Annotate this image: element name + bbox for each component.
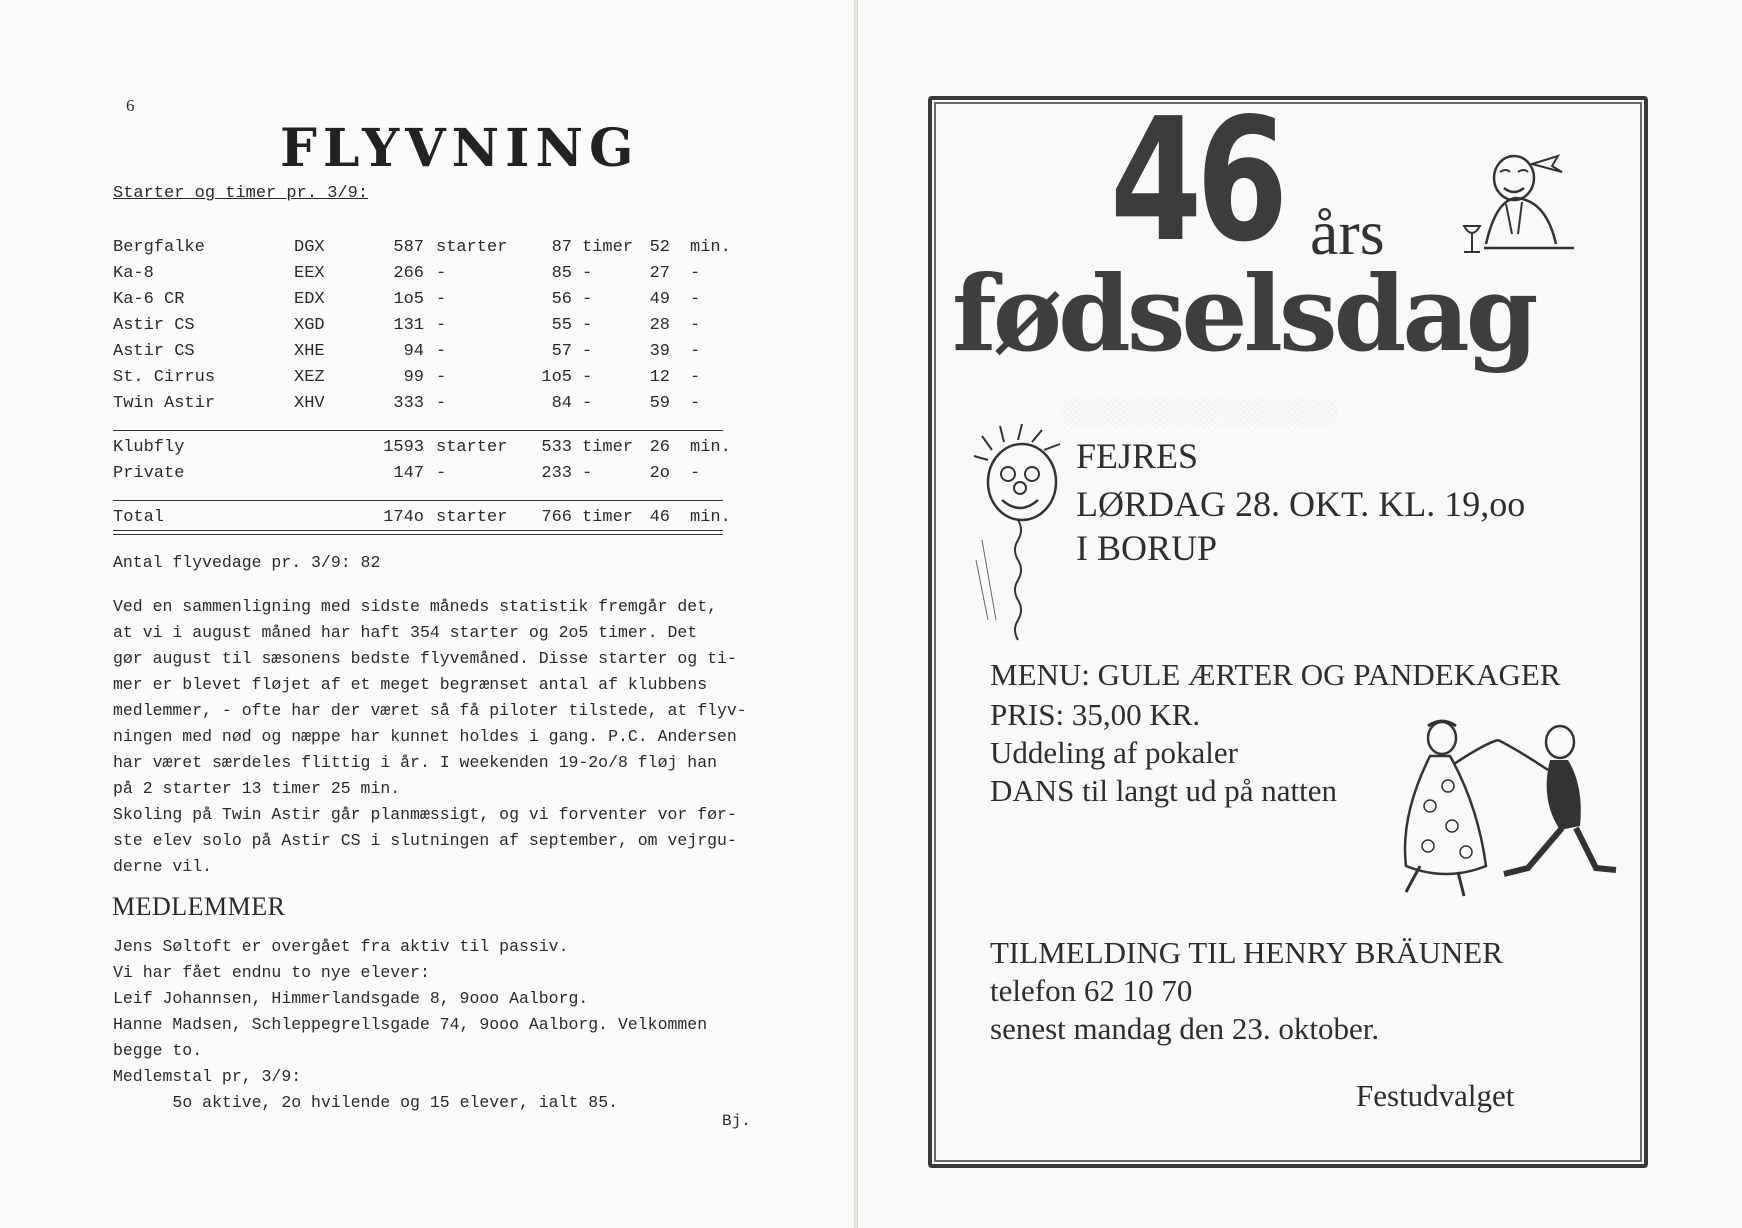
hours-value: 55 <box>551 316 572 335</box>
minutes-label: min. <box>690 438 731 457</box>
hours-label: timer <box>582 238 634 257</box>
starts-value: 174o <box>383 508 424 527</box>
table-divider <box>113 430 723 431</box>
total-name: Total <box>113 508 165 527</box>
aircraft-reg: XGD <box>294 316 325 335</box>
dancing-couple-illustration <box>1380 716 1620 902</box>
event-line: FEJRES <box>1076 436 1199 476</box>
starts-label: - <box>436 290 447 309</box>
total-underline <box>113 534 723 535</box>
minutes-value: 39 <box>649 342 670 361</box>
table-row <box>0 394 701 416</box>
minutes-label: - <box>690 316 701 335</box>
hours-label: - <box>582 342 593 361</box>
starts-label: - <box>436 394 447 413</box>
minutes-value: 27 <box>649 264 670 283</box>
signup-line: TILMELDING TIL HENRY BRÄUNER <box>990 935 1503 970</box>
flying-days: Antal flyvedage pr. 3/9: 82 <box>113 553 381 572</box>
aircraft-reg: XHE <box>294 342 325 361</box>
starts-label: - <box>436 342 447 361</box>
menu-line: Uddeling af pokaler <box>990 735 1238 770</box>
table-row <box>0 368 701 390</box>
hours-value: 85 <box>551 264 572 283</box>
starts-value: 587 <box>393 238 424 257</box>
minutes-label: - <box>690 464 701 483</box>
hours-value: 533 <box>541 438 572 457</box>
aircraft-name: St. Cirrus <box>113 368 216 387</box>
hours-value: 56 <box>551 290 572 309</box>
stats-subtitle: Starter og timer pr. 3/9: <box>113 184 369 203</box>
event-line: I BORUP <box>1076 528 1218 568</box>
total-row <box>0 508 731 530</box>
table-row <box>0 342 701 364</box>
clown-illustration <box>972 420 1082 660</box>
starts-label: - <box>436 264 447 283</box>
total-underline <box>113 530 723 531</box>
subtotal-row <box>0 438 731 460</box>
hours-label: timer <box>582 438 634 457</box>
starts-value: 94 <box>403 342 424 361</box>
minutes-value: 46 <box>649 508 670 527</box>
hours-value: 233 <box>541 464 572 483</box>
starts-value: 147 <box>393 464 424 483</box>
minutes-value: 59 <box>649 394 670 413</box>
hours-label: timer <box>582 508 634 527</box>
minutes-label: min. <box>690 238 731 257</box>
table-row <box>0 264 701 286</box>
aircraft-reg: XHV <box>294 394 325 413</box>
aircraft-reg: EEX <box>294 264 325 283</box>
signup-line: senest mandag den 23. oktober. <box>990 1011 1380 1046</box>
hours-label: - <box>582 316 593 335</box>
minutes-label: - <box>690 342 701 361</box>
hours-label: - <box>582 290 593 309</box>
starts-value: 1593 <box>383 438 424 457</box>
subtotal-row <box>0 464 701 486</box>
aircraft-name: Astir CS <box>113 342 195 361</box>
hours-value: 57 <box>551 342 572 361</box>
minutes-label: min. <box>690 508 731 527</box>
minutes-value: 28 <box>649 316 670 335</box>
table-row <box>0 238 731 260</box>
headline: fødselsdag <box>952 252 1535 375</box>
menu-line: MENU: GULE ÆRTER OG PANDEKAGER <box>990 657 1561 692</box>
page-number: 6 <box>126 96 135 115</box>
menu-line: DANS til langt ud på natten <box>990 773 1337 808</box>
stats-paragraph: Ved en sammenligning med sidste måneds statistik fremgår det, at vi i august måned har haft 354 starter og 2o5 timer. Det gør august til sæsonens bedste flyvemåned. Disse starter og ti- mer er blevet fløjet af et meget begrænset antal af klubbens medlemmer, - ofte har der været så få piloter tilstede, at flyv- ningen med nød og næppe har kunnet holdes i gang. P.C. Andersen har været særdeles flittig i år. I weekenden 19-2o/8 fløj han på 2 starter 13 timer 25 min. Skoling på Twin Astir går planmæssigt, og vi forventer vor før- ste elev solo på Astir CS i slutningen af september, om vejrgu- derne vil. <box>113 597 747 876</box>
anniversary-years: års <box>1310 197 1385 268</box>
hours-value: 84 <box>551 394 572 413</box>
signoff: Festudvalget <box>1356 1078 1515 1113</box>
minutes-value: 2o <box>649 464 670 483</box>
page-title: FLYVNING <box>280 118 640 179</box>
aircraft-name: Bergfalke <box>113 238 205 257</box>
signature: Bj. <box>722 1112 751 1130</box>
hours-value: 87 <box>551 238 572 257</box>
subtotal-name: Private <box>113 464 185 483</box>
aircraft-name: Ka-8 <box>113 264 154 283</box>
minutes-label: - <box>690 290 701 309</box>
aircraft-name: Astir CS <box>113 316 195 335</box>
starts-label: starter <box>436 438 508 457</box>
starts-label: starter <box>436 508 508 527</box>
minutes-label: - <box>690 368 701 387</box>
left-page <box>0 0 856 1228</box>
starts-label: - <box>436 464 447 483</box>
minutes-label: - <box>690 264 701 283</box>
hours-value: 1o5 <box>541 368 572 387</box>
aircraft-name: Ka-6 CR <box>113 290 185 309</box>
starts-value: 266 <box>393 264 424 283</box>
minutes-label: - <box>690 394 701 413</box>
minutes-value: 49 <box>649 290 670 309</box>
aircraft-reg: EDX <box>294 290 325 309</box>
starts-label: - <box>436 316 447 335</box>
aircraft-reg: DGX <box>294 238 325 257</box>
table-row <box>0 316 701 338</box>
minutes-value: 52 <box>649 238 670 257</box>
minutes-value: 26 <box>649 438 670 457</box>
table-row <box>0 290 701 312</box>
menu-line: PRIS: 35,00 KR. <box>990 697 1201 732</box>
hours-value: 766 <box>541 508 572 527</box>
hours-label: - <box>582 394 593 413</box>
signup-line: telefon 62 10 70 <box>990 973 1193 1008</box>
table-divider <box>113 500 723 501</box>
starts-label: starter <box>436 238 508 257</box>
starts-value: 99 <box>403 368 424 387</box>
subtotal-name: Klubfly <box>113 438 185 457</box>
event-line: LØRDAG 28. OKT. KL. 19,oo <box>1076 484 1526 524</box>
minutes-value: 12 <box>649 368 670 387</box>
hours-label: - <box>582 368 593 387</box>
starts-value: 131 <box>393 316 424 335</box>
starts-value: 333 <box>393 394 424 413</box>
members-text: Jens Søltoft er overgået fra aktiv til passiv. Vi har fået endnu to nye elever: Leif Johannsen, Himmerlandsgade 8, 9ooo Aalborg. Hanne Madsen, Schleppegrellsgade 74, 9ooo Aalborg. Velkommen begge to. Medlemstal pr, 3/9: 5o aktive, 2o hvilende og 15 elever, ialt 85. <box>113 937 708 1112</box>
anniversary-number: 46 <box>1110 82 1283 280</box>
hours-label: - <box>582 464 593 483</box>
hours-label: - <box>582 264 593 283</box>
starts-value: 1o5 <box>393 290 424 309</box>
members-heading: MEDLEMMER <box>112 892 286 921</box>
starts-label: - <box>436 368 447 387</box>
aircraft-reg: XEZ <box>294 368 325 387</box>
aircraft-name: Twin Astir <box>113 394 216 413</box>
show-through-text: ░░░░░░░░░░░░░░ <box>1060 396 1338 427</box>
